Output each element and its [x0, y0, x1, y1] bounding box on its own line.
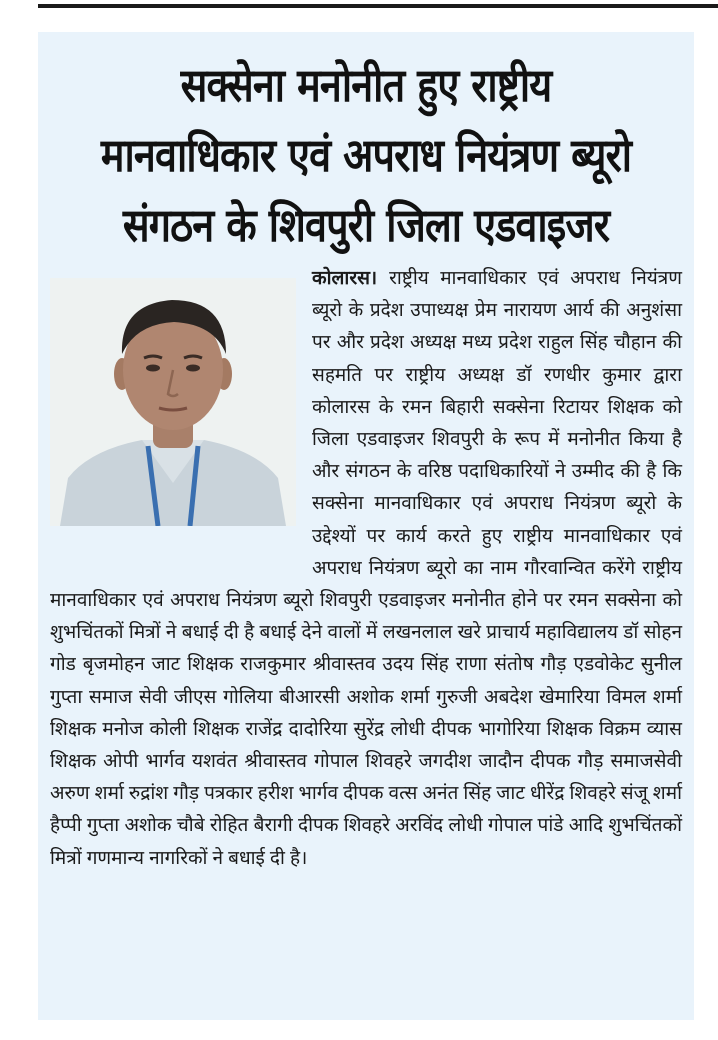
- article-body-text: राष्ट्रीय मानवाधिकार एवं अपराध नियंत्रण ब्यूरो के प्रदेश उपाध्यक्ष प्रेम नारायण आर्य की अनुशंसा पर और प्रदेश अध्यक्ष मध्य प्रदेश राहुल सिंह चौहान की सहमति पर राष्ट्रीय अध्यक्ष डॉ रणधीर कुमार द्वारा कोलारस के रमन बिहारी सक्सेना रिटायर शिक्षक को जिला एडवाइजर शिवपुरी के रूप में मनोनीत किया है और संगठन के वरिष्ठ पदाधिकारियों ने उम्मीद की है कि सक्सेना मानवाधिकार एवं अपराध नियंत्रण ब्यूरो के उद्देश्यों पर कार्य करते हुए राष्ट्रीय मानवाधिकार एवं अपराध नियंत्रण ब्यूरो का नाम गौरवान्वित करेंगे राष्ट्रीय मानवाधिकार एवं अपराध नियंत्रण ब्यूरो शिवपुरी एडवाइजर मनोनीत होने पर रमन सक्सेना को शुभचिंतकों मित्रों ने बधाई दी है बधाई देने वालों में लखनलाल खरे प्राचार्य महाविद्यालय डॉ सोहन गोड बृजमोहन जाट शिक्षक राजकुमार श्रीवास्तव उदय सिंह राणा संतोष गौड़ एडवोकेट सुनील गुप्ता समाज सेवी जीएस गोलिया बीआरसी अशोक शर्मा गुरुजी अबदेश खेमारिया विमल शर्मा शिक्षक मनोज कोली शिक्षक राजेंद्र दादोरिया सुरेंद्र लोधी दीपक भागोरिया शिक्षक विक्रम व्यास शिक्षक ओपी भार्गव यशवंत श्रीवास्तव गोपाल शिवहरे जगदीश जादौन दीपक गौड़ समाजसेवी अरुण शर्मा रुद्रांश गौड़ पत्रकार हरीश भार्गव दीपक वत्स अनंत सिंह जाट धीरेंद्र शिवहरे संजू शर्मा हैप्पी गुप्ता अशोक चौबे रोहित बैरागी दीपक शिवहरे अरविंद लोधी गोपाल पांडे आदि शुभचिंतकों मित्रों गणमान्य नागरिकों ने बधाई दी है।: [50, 267, 683, 869]
- photo-wrap-space: [50, 262, 312, 552]
- headline-line-2: मानवाधिकार एवं अपराध नियंत्रण ब्यूरो: [100, 128, 632, 182]
- headline: [84, 50, 648, 260]
- headline-line-3: संगठन के शिवपुरी जिला एडवाइजर: [122, 198, 610, 252]
- headline-line-1: सक्सेना मनोनीत हुए राष्ट्रीय: [180, 58, 552, 112]
- news-clipping: [38, 32, 694, 1020]
- top-rule: [38, 4, 718, 8]
- dateline: कोलारस।: [312, 267, 390, 289]
- article-body: [50, 262, 682, 874]
